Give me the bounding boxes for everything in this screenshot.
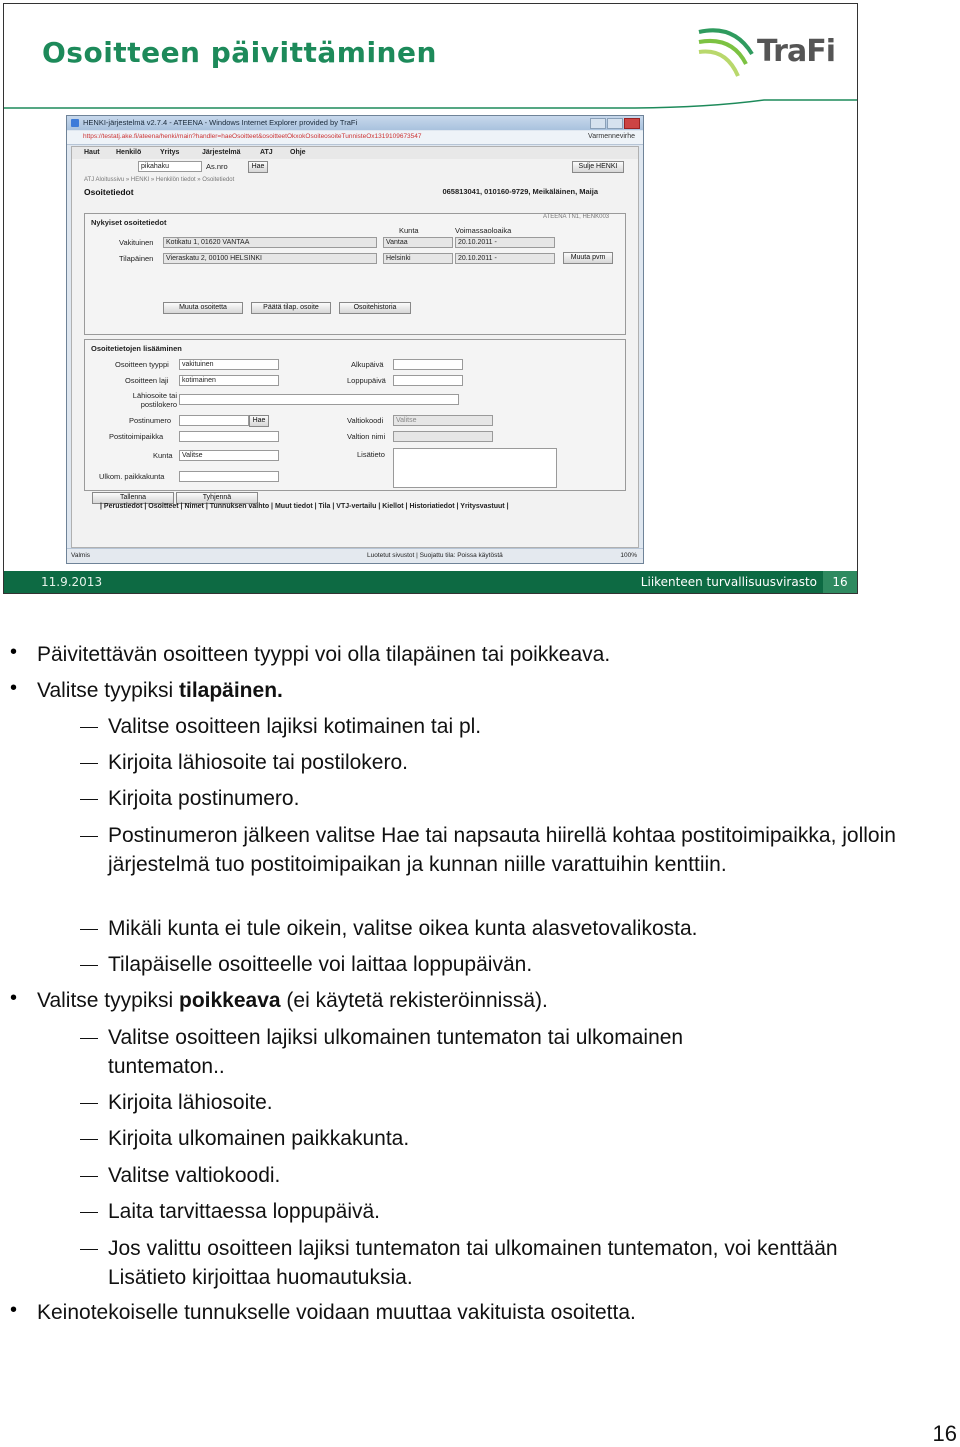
change-date-button[interactable]: Muuta pvm — [563, 252, 613, 264]
col-kunta: Kunta — [399, 226, 419, 235]
country-name-input[interactable] — [393, 431, 493, 442]
quick-search-input[interactable]: pikahaku — [138, 161, 202, 172]
asnro-checkbox[interactable]: As.nro — [206, 162, 228, 171]
clear-button[interactable]: Tyhjennä — [176, 492, 258, 504]
note-12: Kirjoita ulkomainen paikkakunta. — [108, 1127, 410, 1150]
note-14: Laita tarvittaessa loppupäivä. — [108, 1200, 381, 1223]
note-11: Kirjoita lähiosoite. — [108, 1091, 273, 1114]
zip-label: Postinumero — [129, 416, 172, 425]
section-title: Osoitetiedot — [84, 187, 134, 197]
note-4: Kirjoita lähiosoite tai postilokero. — [108, 751, 408, 774]
country-name-label: Valtion nimi — [347, 432, 386, 441]
browser-window-screenshot — [66, 115, 644, 564]
maximize-icon[interactable] — [607, 118, 623, 129]
note-2: Valitse tyypiksi tilapäinen. — [37, 679, 283, 702]
ie-icon — [71, 119, 79, 127]
certificate-error[interactable]: Varmennevirhe — [588, 133, 635, 140]
country-code-select[interactable]: Valitse — [393, 415, 493, 426]
address-tilapainen: Vieraskatu 2, 00100 HELSINKI — [163, 253, 377, 264]
address-vakituinen: Kotikatu 1, 01620 VANTAA — [163, 237, 377, 248]
logo-text: TraFi — [757, 34, 835, 69]
extra-info-textarea[interactable] — [393, 448, 557, 488]
extra-info-label: Lisätieto — [357, 450, 385, 459]
person-info: 065813041, 010160-9729, Meikäläinen, Maija — [442, 187, 598, 196]
note-8: Tilapäiselle osoitteelle voi laittaa loppupäivän. — [108, 953, 533, 976]
menu-henkilo[interactable]: Henkilö — [116, 149, 142, 156]
note-10: Valitse osoitteen lajiksi ulkomainen tuntematon tai ulkomainen tuntematon.. — [108, 1026, 684, 1078]
tab-bar[interactable]: | Perustiedot | Osoitteet | Nimet | Tunnuksen vaihto | Muut tiedot | Tila | VTJ-vertailu | Kiellot | Historiatiedot | Yritysvastuut | — [100, 503, 509, 510]
minimize-icon[interactable] — [590, 118, 606, 129]
date-tilapainen: 20.10.2011 - — [455, 253, 555, 264]
system-code: ATEENA TN1, HENK003 — [543, 214, 610, 220]
note-16: Keinotekoiselle tunnukselle voidaan muuttaa vakituista osoitetta. — [37, 1301, 636, 1324]
footer-agency: Liikenteen turvallisuusvirasto — [640, 575, 817, 589]
title-divider — [4, 99, 857, 109]
end-temp-address-button[interactable]: Päätä tilap. osoite — [251, 302, 331, 314]
zip-input[interactable] — [179, 415, 249, 426]
current-title: Nykyiset osoitetiedot — [91, 218, 167, 227]
save-button[interactable]: Tallenna — [92, 492, 174, 504]
menu-jarjestelma[interactable]: Järjestelmä — [202, 149, 241, 156]
breadcrumb: ATJ Aloitussivu » HENKI » Henkilön tiedot » Osoitetiedot — [84, 177, 235, 183]
note-7: Mikäli kunta ei tule oikein, valitse oikea kunta alasvetovalikosta. — [108, 917, 698, 940]
menu-yritys[interactable]: Yritys — [160, 149, 180, 156]
change-address-button[interactable]: Muuta osoitetta — [163, 302, 243, 314]
note-15: Jos valittu osoitteen lajiksi tuntematon tai ulkomainen tuntematon, voi kenttään Lisätieto kirjoittaa huomautuksia. — [108, 1237, 838, 1289]
kind-select[interactable]: kotimainen — [179, 375, 279, 386]
start-date-label: Alkupäivä — [351, 360, 384, 369]
row-label-vakituinen: Vakituinen — [119, 238, 154, 247]
kunta-select[interactable]: Valitse — [179, 450, 279, 461]
menu-ohje[interactable]: Ohje — [290, 149, 306, 156]
date-vakituinen: 20.10.2011 - — [455, 237, 555, 248]
note-6: Postinumeron jälkeen valitse Hae tai napsauta hiirellä kohtaa postitoimipaikka, jolloin järjestelmä tuo postitoimipaikan ja kunnan niille varattuihin kenttiin. — [108, 824, 896, 876]
search-button[interactable]: Hae — [248, 161, 268, 173]
row-label-tilapainen: Tilapäinen — [119, 254, 154, 263]
address-history-button[interactable]: Osoitehistoria — [339, 302, 411, 314]
street-input[interactable] — [179, 394, 459, 405]
search-row — [72, 159, 638, 173]
page-number: 16 — [932, 1421, 957, 1446]
kind-label: Osoitteen laji — [125, 376, 169, 385]
kunta-tilapainen: Helsinki — [383, 253, 453, 264]
foreign-city-label: Ulkom. paikkakunta — [99, 472, 165, 481]
current-addresses-panel — [84, 213, 626, 335]
menu-atj[interactable]: ATJ — [260, 149, 273, 156]
note-13: Valitse valtiokoodi. — [108, 1164, 281, 1187]
add-title: Osoitetietojen lisääminen — [91, 344, 182, 353]
zoom-level[interactable]: 100% — [620, 552, 637, 559]
window-titlebar — [67, 116, 643, 130]
foreign-city-input[interactable] — [179, 471, 279, 482]
note-9: Valitse tyypiksi poikkeava (ei käytetä rekisteröinnissä). — [37, 989, 548, 1012]
col-voimassa: Voimassaoloaika — [455, 226, 512, 235]
note-3: Valitse osoitteen lajiksi kotimainen tai pl. — [108, 715, 482, 738]
note-5: Kirjoita postinumero. — [108, 787, 300, 810]
type-label: Osoitteen tyyppi — [115, 360, 169, 369]
close-icon[interactable] — [624, 118, 640, 129]
slide-footer — [4, 571, 857, 593]
footer-date: 11.9.2013 — [41, 575, 103, 589]
menu-bar — [72, 147, 638, 159]
end-date-input[interactable] — [393, 375, 463, 386]
status-bar — [67, 548, 643, 563]
menu-haut[interactable]: Haut — [84, 149, 100, 156]
security-zone: Luotetut sivustot | Suojattu tila: Poissa käytöstä — [367, 552, 503, 559]
window-controls — [589, 118, 640, 128]
country-code-label: Valtiokoodi — [347, 416, 384, 425]
kunta-label: Kunta — [153, 451, 173, 460]
close-henki-button[interactable]: Sulje HENKI — [572, 161, 624, 173]
kunta-vakituinen: Vantaa — [383, 237, 453, 248]
url-field[interactable]: https://testatj.ake.fi/ateena/henki/main?handler=haeOsoitteet&osoitteetOkxokOsoiteosoiteTunnisteOx1319109673547 — [83, 133, 422, 140]
city-label: Postitoimipaikka — [109, 432, 164, 441]
address-bar[interactable] — [67, 131, 643, 145]
note-1: Päivitettävän osoitteen tyyppi voi olla tilapäinen tai poikkeava. — [37, 643, 611, 666]
slide-title: Osoitteen päivittäminen — [42, 36, 437, 69]
zip-search-button[interactable]: Hae — [249, 415, 269, 427]
add-address-panel — [84, 339, 626, 491]
app-page — [71, 146, 639, 548]
type-select[interactable]: vakituinen — [179, 359, 279, 370]
city-input[interactable] — [179, 431, 279, 442]
start-date-input[interactable] — [393, 359, 463, 370]
end-date-label: Loppupäivä — [347, 376, 386, 385]
footer-page-number: 16 — [823, 571, 857, 593]
slide — [3, 3, 858, 594]
street-label: Lähiosoite tai postilokero — [132, 391, 177, 409]
window-title: HENKI-järjestelmä v2.7.4 - ATEENA - Windows Internet Explorer provided by TraFi — [83, 118, 358, 127]
status-text: Valmis — [71, 552, 91, 559]
